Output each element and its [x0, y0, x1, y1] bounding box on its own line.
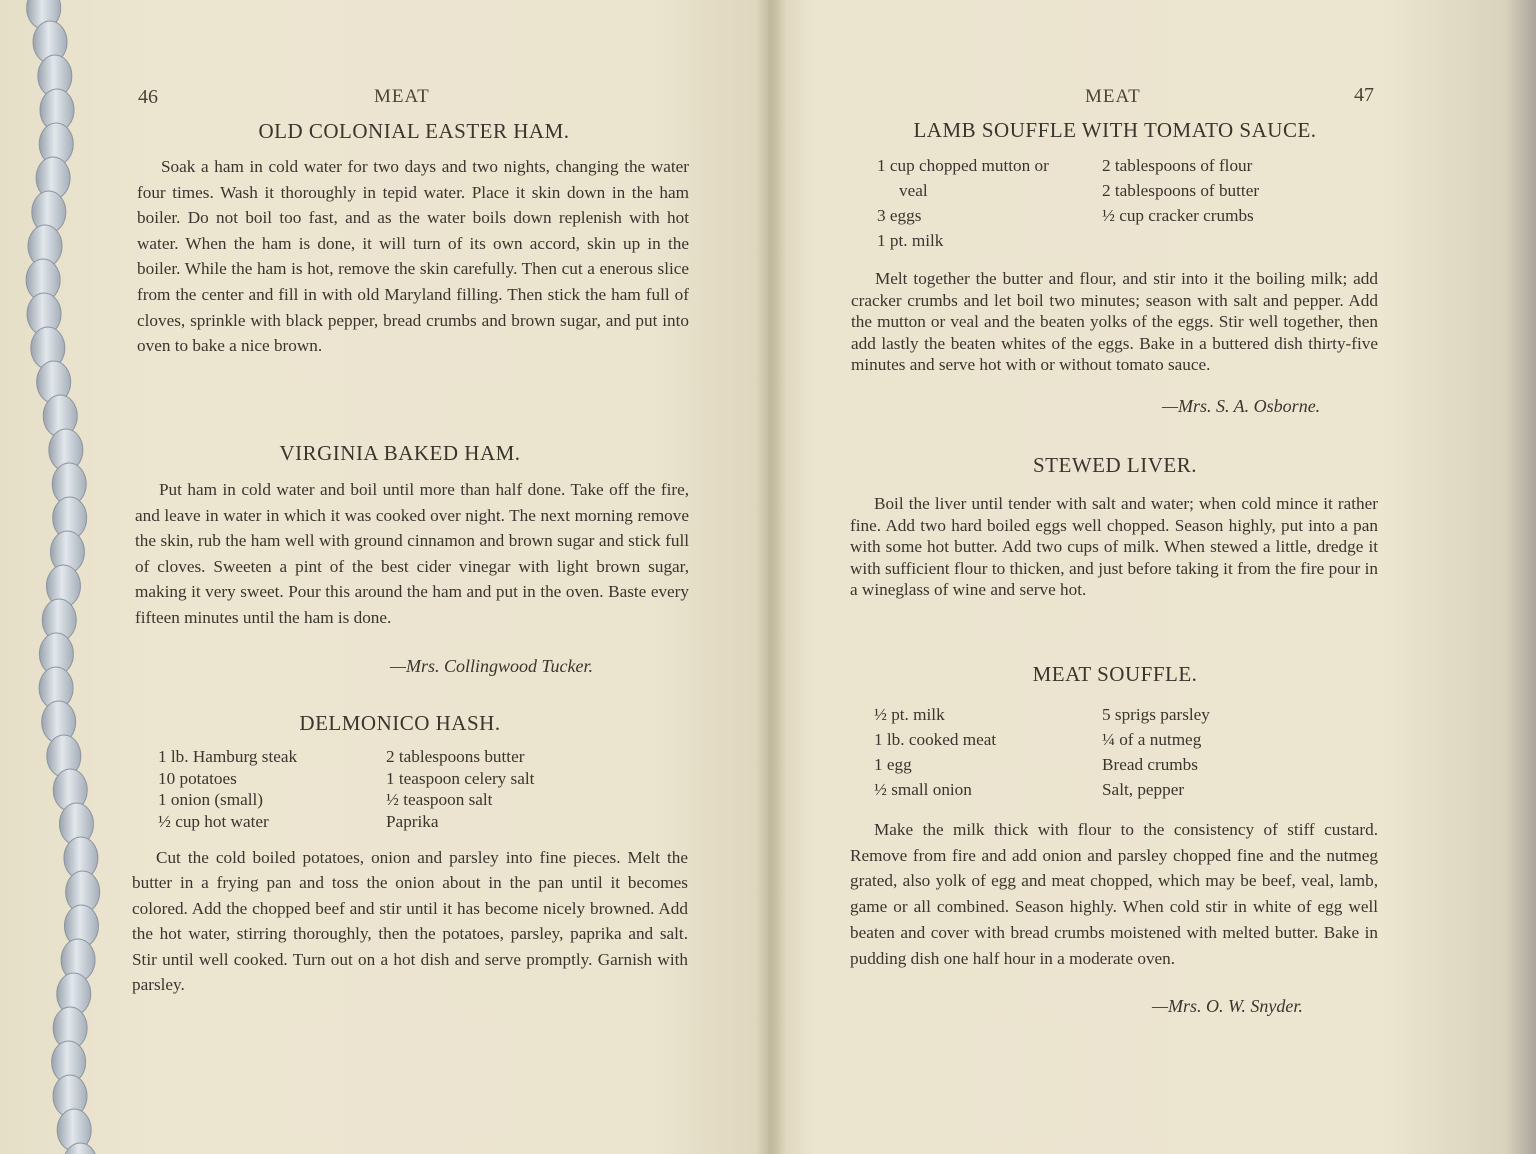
ribbon-bookmark: [0, 0, 130, 1154]
recipe-title-old-colonial-easter-ham: OLD COLONIAL EASTER HAM.: [258, 119, 570, 143]
recipe-title-delmonico-hash: DELMONICO HASH.: [299, 711, 501, 735]
ingredient: 1 lb. Hamburg steak: [158, 747, 298, 766]
ingredient: 5 sprigs parsley: [1102, 705, 1210, 724]
ingredient: 1 teaspoon celery salt: [386, 768, 535, 788]
ingredients-left-delmonico: [158, 746, 378, 832]
recipe-title-stewed-liver: STEWED LIVER.: [1033, 453, 1197, 477]
ingredient: Salt, pepper: [1102, 780, 1185, 799]
ingredient: Paprika: [386, 811, 439, 831]
ingredient: 1 egg: [874, 755, 912, 774]
ingredient: 2 tablespoons of flour: [1102, 156, 1253, 175]
recipe-text-lamb-souffle: Melt together the butter and flour, and stir into it the boiling milk; add cracker crumbs and let boil two minutes; season with salt and pepper. Add the mutton or veal and the beaten yolks of the eggs. Stir well together, then add lastly the beaten whites of the eggs. Bake in a buttered dish thirty-five minutes and serve hot with or without tomato sauce.: [851, 269, 1378, 374]
ingredient: 3 eggs: [877, 206, 922, 225]
ingredient: ½ teaspoon salt: [386, 790, 493, 809]
recipe-text-virginia-baked-ham: Put ham in cold water and boil until more than half done. Take off the fire, and leave in water in which it was cooked over night. The next morning remove the skin, rub the ham well with ground cinnamon and brown sugar and stick full of cloves. Sweeten a pint of the best cider vinegar with light brown sugar, making it very sweet. Pour this around the ham and put in the oven. Baste every fifteen minutes until the ham is done.: [135, 480, 689, 627]
ingredient: ½ cup cracker crumbs: [1102, 206, 1254, 225]
ingredients-left-lamb-souffle: [877, 153, 1092, 253]
ingredients-left-meat-souffle: [874, 702, 1089, 802]
ingredient: ¼ of a nutmeg: [1102, 730, 1202, 749]
recipe-title-meat-souffle: MEAT SOUFFLE.: [1032, 662, 1198, 686]
ingredient: 1 onion (small): [158, 790, 264, 809]
recipe-text-stewed-liver: Boil the liver until tender with salt and water; when cold mince it rather fine. Add two hard boiled eggs well chopped. Season highly, put into a pan with some hot butter. Add two cups of milk. When stewed a little, dredge it with sufficient flour to thicken, and just before taking it from the fire pour in a wineglass of wine and serve hot.: [850, 494, 1378, 599]
recipe-text-delmonico-hash: Cut the cold boiled potatoes, onion and parsley into fine pieces. Melt the butter in a frying pan and toss the onion about in the pan until it becomes colored. Add the chopped beef and stir until it has become nicely browned. Add the hot water, stirring thoroughly, then the potatoes, parsley, paprika and salt. Stir until well cooked. Turn out on a hot dish and serve promptly. Garnish with parsley.: [132, 848, 688, 995]
ingredient: 2 tablespoons butter: [386, 747, 525, 766]
ingredient: 1 cup chopped mutton or: [877, 156, 1049, 175]
ingredient: 1 pt. milk: [877, 231, 944, 250]
recipe-title-virginia-baked-ham: VIRGINIA BAKED HAM.: [279, 441, 521, 465]
ingredient: ½ small onion: [874, 780, 972, 799]
page-number-right: 47: [1354, 84, 1374, 106]
running-head-right: MEAT: [1085, 86, 1141, 107]
ingredient: ½ cup hot water: [158, 811, 269, 831]
recipe-text-meat-souffle: Make the milk thick with flour to the consistency of stiff custard. Remove from fire and add onion and parsley chopped fine and the nutmeg grated, also yolk of egg and meat chopped, which may be beef, veal, lamb, game or all combined. Season highly. When cold stir in white of egg well beaten and cover with bread crumbs moistened with melted butter. Bake in pudding dish one half hour in a moderate oven.: [850, 820, 1378, 968]
recipe-signature-snyder: —Mrs. O. W. Snyder.: [1152, 996, 1303, 1016]
ingredient: 10 potatoes: [158, 768, 237, 788]
book-gutter: [756, 0, 786, 1154]
ingredient: veal: [899, 181, 928, 200]
page-number-left: 46: [138, 86, 158, 108]
ingredient: 1 lb. cooked meat: [874, 730, 997, 749]
recipe-text-old-colonial-easter-ham: Soak a ham in cold water for two days and two nights, changing the water four times. Wash it thoroughly in tepid water. Place it skin down in the ham boiler. Do not boil too fast, and as the water boils down replenish with hot water. When the ham is done, it will turn of its own accord, skin up in the boiler. While the ham is hot, remove the skin carefully. Then cut a enerous slice from the center and fill in with old Maryland filling. Then stick the ham full of cloves, sprinkle with black pepper, bread crumbs and brown sugar, and put into oven to bake a nice brown.: [137, 157, 689, 356]
recipe-signature-osborne: —Mrs. S. A. Osborne.: [1162, 396, 1321, 416]
ingredients-right-lamb-souffle: [1102, 153, 1342, 228]
ingredient: 2 tablespoons of butter: [1102, 181, 1260, 200]
recipe-title-lamb-souffle: LAMB SOUFFLE WITH TOMATO SAUCE.: [913, 118, 1317, 142]
ingredient: ½ pt. milk: [874, 705, 945, 724]
ingredient: Bread crumbs: [1102, 755, 1198, 774]
ingredients-right-meat-souffle: [1102, 702, 1342, 802]
recipe-signature-tucker: —Mrs. Collingwood Tucker.: [390, 656, 594, 676]
ingredients-right-delmonico: [386, 746, 606, 832]
running-head-left: MEAT: [374, 86, 430, 107]
